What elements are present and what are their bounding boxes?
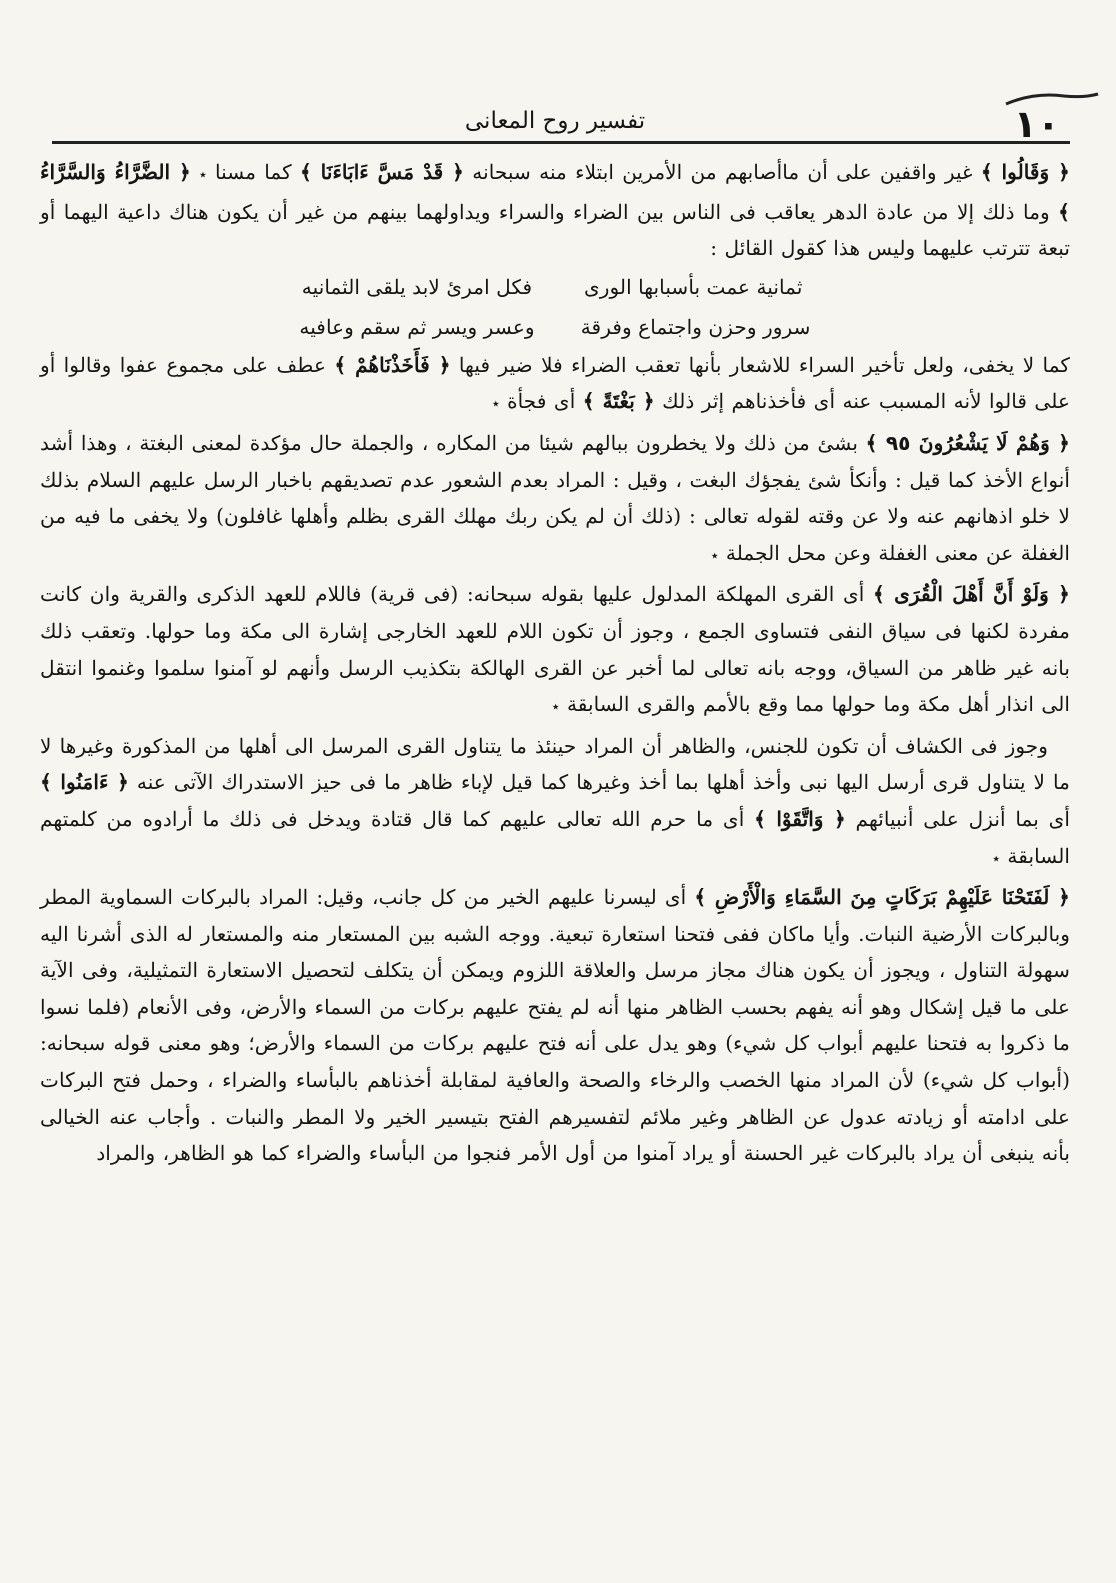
poem [40,267,1070,347]
ornate-bracket: ﴾ [694,885,707,910]
ornate-bracket: ﴾ [873,582,885,607]
commentary-text: عطف على مجموع عفوا وقالوا أو على قالوا لأنه المسبب عنه أى فأخذناهم إثر ذلك [40,352,1070,414]
ornate-bracket: ﴿ [452,160,465,184]
quran-quote: بَغْتَةً [594,389,643,414]
end-mark: ٭ [551,699,560,716]
poem-hemistich: ثمانية عمت بأسبابها الورى [583,274,803,299]
page-number: ١٠ [1013,102,1060,146]
ornate-bracket: ﴿ [642,389,655,414]
ornate-bracket: ﴾ [754,806,766,831]
quran-quote: لَفَتَحْنَا عَلَيْهِمْ بَرَكَاتٍ مِنَ السَّمَاءِ وَالْأَرْضِ [706,885,1059,910]
commentary-text: أى فجأة [499,389,583,414]
ornate-bracket: ﴾ [865,430,886,455]
end-mark: ٭ [992,850,1000,867]
ornate-bracket: ﴾ [299,160,312,184]
commentary-body [40,154,1070,1172]
poem-hemistich: فكل امرئ لابد يلقى الثمانيه [301,274,533,299]
header-rule [52,141,1070,144]
quran-quote: وَلَوْ أَنَّ أَهْلَ الْقُرَى [884,582,1059,607]
commentary-text: وجوز فى الكشاف أن تكون للجنس، والظاهر أن المراد حينئذ ما يتناول القرى المرسل الى أهلها من المذكورة وغيرها لا ما لا يتناول قرى أرسل اليها نبى وأخذ أهلها بما أخذ وغيرها كما قيل لإباء ظاهر ما فى حيز الاستدراك الآتى عنه [40,733,1070,795]
end-mark: ٭ [492,396,500,413]
paragraph [40,347,1070,423]
quran-quote: فَأَخَذْنَاهُمْ [346,352,439,377]
book-page [40,88,1070,1558]
paragraph [40,879,1070,1172]
commentary-text: أى ليسرنا عليهم الخير من كل جانب، وقيل: المراد بالبركات السماوية المطر وبالبركات الأرضية النبات. وأيا ماكان ففى فتحنا استعارة تبعية. ووجه الشبه بين المستعار منه والمستعار له الذى أشرنا اليه سهولة التناول ، ويجوز أن يكون هناك مجاز مرسل والعلاقة اللزوم ويمكن أن يتكلف لتحصيل الاستعارة التمثيلية، وفى الآية على ما قيل إشكال وهو أنه يفهم بحسب الظاهر منها أنه لم يفتح عليهم بركات من السماء والأرض، وفى الأنعام (فلما نسوا ما ذكروا به فتحنا عليهم أبواب كل شيء) وهو يدل على أنه فتح عليهم بركات من السماء والأرض؛ وهو معنى قوله سبحانه: (أبواب كل شيء) لأن المراد منها الخصب والرخاء والصحة والعافية لمقابلة أخذناهم بالبأساء والضراء ، وحمل فتح البركات على ادامته أو زيادته عدول عن الظاهر وغير ملائم لتفسيرهم الفتح بتيسير الخير ولا المطر والنبات . وأجاب عنه الخيالى بأنه ينبغى أن يراد بالبركات غير الحسنة أو يراد آمنوا من أول الأمر فنجوا من البأساء والضراء كما هو الظاهر، والمراد [40,885,1070,1166]
poem-hemistich: وعسر ويسر ثم سقم وعافيه [299,314,535,339]
verse-number: ٩٥ [885,430,911,455]
poem-line [40,267,1070,307]
commentary-text: أى ما حرم الله تعالى عليهم كما قال قتادة ويدخل فى ذلك ما أرادوه من كلمتهم السابقة [40,806,1070,868]
page-header [40,88,1070,150]
ornate-bracket: ﴾ [1058,199,1070,224]
quran-quote: الضَّرَّاءُ وَالسَّرَّاءُ [40,160,179,184]
ornate-bracket: ﴾ [980,160,993,184]
commentary-text: كما لا يخفى، ولعل تأخير السراء للاشعار بأنها تعقب الضراء فلا ضير فيها [450,352,1070,377]
paragraph [40,728,1070,877]
paragraph [40,576,1070,725]
quran-quote: وَقَالُوا [992,160,1059,184]
ornate-bracket: ﴿ [1058,885,1070,910]
paragraph [40,154,1070,267]
commentary-text: وما ذلك إلا من عادة الدهر يعاقب فى الناس بين الضراء والسراء ويداولهما بينهم من غير أن يكون هناك داعية اليهما أو تبعة تترتب عليهما وليس هذا كقول القائل : [40,199,1070,261]
paragraph [40,425,1070,574]
commentary-text: بشئ من ذلك ولا يخطرون ببالهم شيئا من المكاره ، والجملة حال مؤكدة لمعنى البغتة ، وهذا أشد أنواع الأخذ كما قيل : وأنكأ شئ يفجؤك البغت ، وقيل : المراد بعدم الشعور عدم تصديقهم باخبار الرسل عليهم السلام بذلك لا خلو اذهانهم عنه ولا عن وقته لقوله تعالى : (ذلك أن لم يكن ربك مهلك القرى بظلم وأهلها غافلون) ولا يخفى ما فيه من الغفلة عن معنى الغفلة وعن محل الجملة [40,430,1070,565]
poem-line [40,307,1070,347]
quran-quote: قَدْ مَسَّ ءَابَاءَنَا [311,160,453,184]
commentary-text [191,160,199,184]
poem-hemistich: سرور وحزن واجتماع وفرقة [580,314,811,339]
ornate-bracket: ﴿ [178,160,191,184]
quran-quote: وَهُمْ لَا يَشْعُرُونَ [910,430,1059,455]
ornate-bracket: ﴿ [833,806,846,831]
ornate-bracket: ﴿ [1058,160,1070,184]
end-mark: ٭ [199,167,207,183]
end-mark: ٭ [710,547,719,564]
commentary-text: غير واقفين على أن ماأصابهم من الأمرين ابتلاء منه سبحانه [464,160,981,184]
quran-quote: ءَامَنُوا [51,770,118,795]
running-title: تفسير روح المعانى [464,108,646,134]
commentary-text: أى القرى المهلكة المدلول عليها بقوله سبحانه: (فى قرية) فاللام للعهد الذكرى والقرية وان كانت مفردة لكنها فى سياق النفى فتساوى الجمع ، وجوز أن تكون اللام للعهد الخارجى إشارة الى مكة وما حولها. وتعقب ذلك بانه غير ظاهر من السياق، ووجه بانه تعالى لما أخبر عن القرى الهالكة بتكذيب الرسل وأنهم لو آمنوا سلموا وغنموا انتقل الى انذار أهل مكة وما حولها مما وقع بالأمم والقرى السابقة [40,582,1070,717]
ornate-bracket: ﴾ [40,770,52,795]
ornate-bracket: ﴾ [334,352,347,377]
commentary-text: أى بما أنزل على أنبيائهم [845,806,1070,831]
ornate-bracket: ﴿ [1058,582,1070,607]
ornate-bracket: ﴿ [1058,430,1070,455]
ornate-bracket: ﴿ [438,352,451,377]
ornate-bracket: ﴿ [117,770,129,795]
quran-quote: وَاتَّقَوْا [765,806,834,831]
commentary-text: كما مسنا [206,160,300,184]
ornate-bracket: ﴾ [582,389,595,414]
